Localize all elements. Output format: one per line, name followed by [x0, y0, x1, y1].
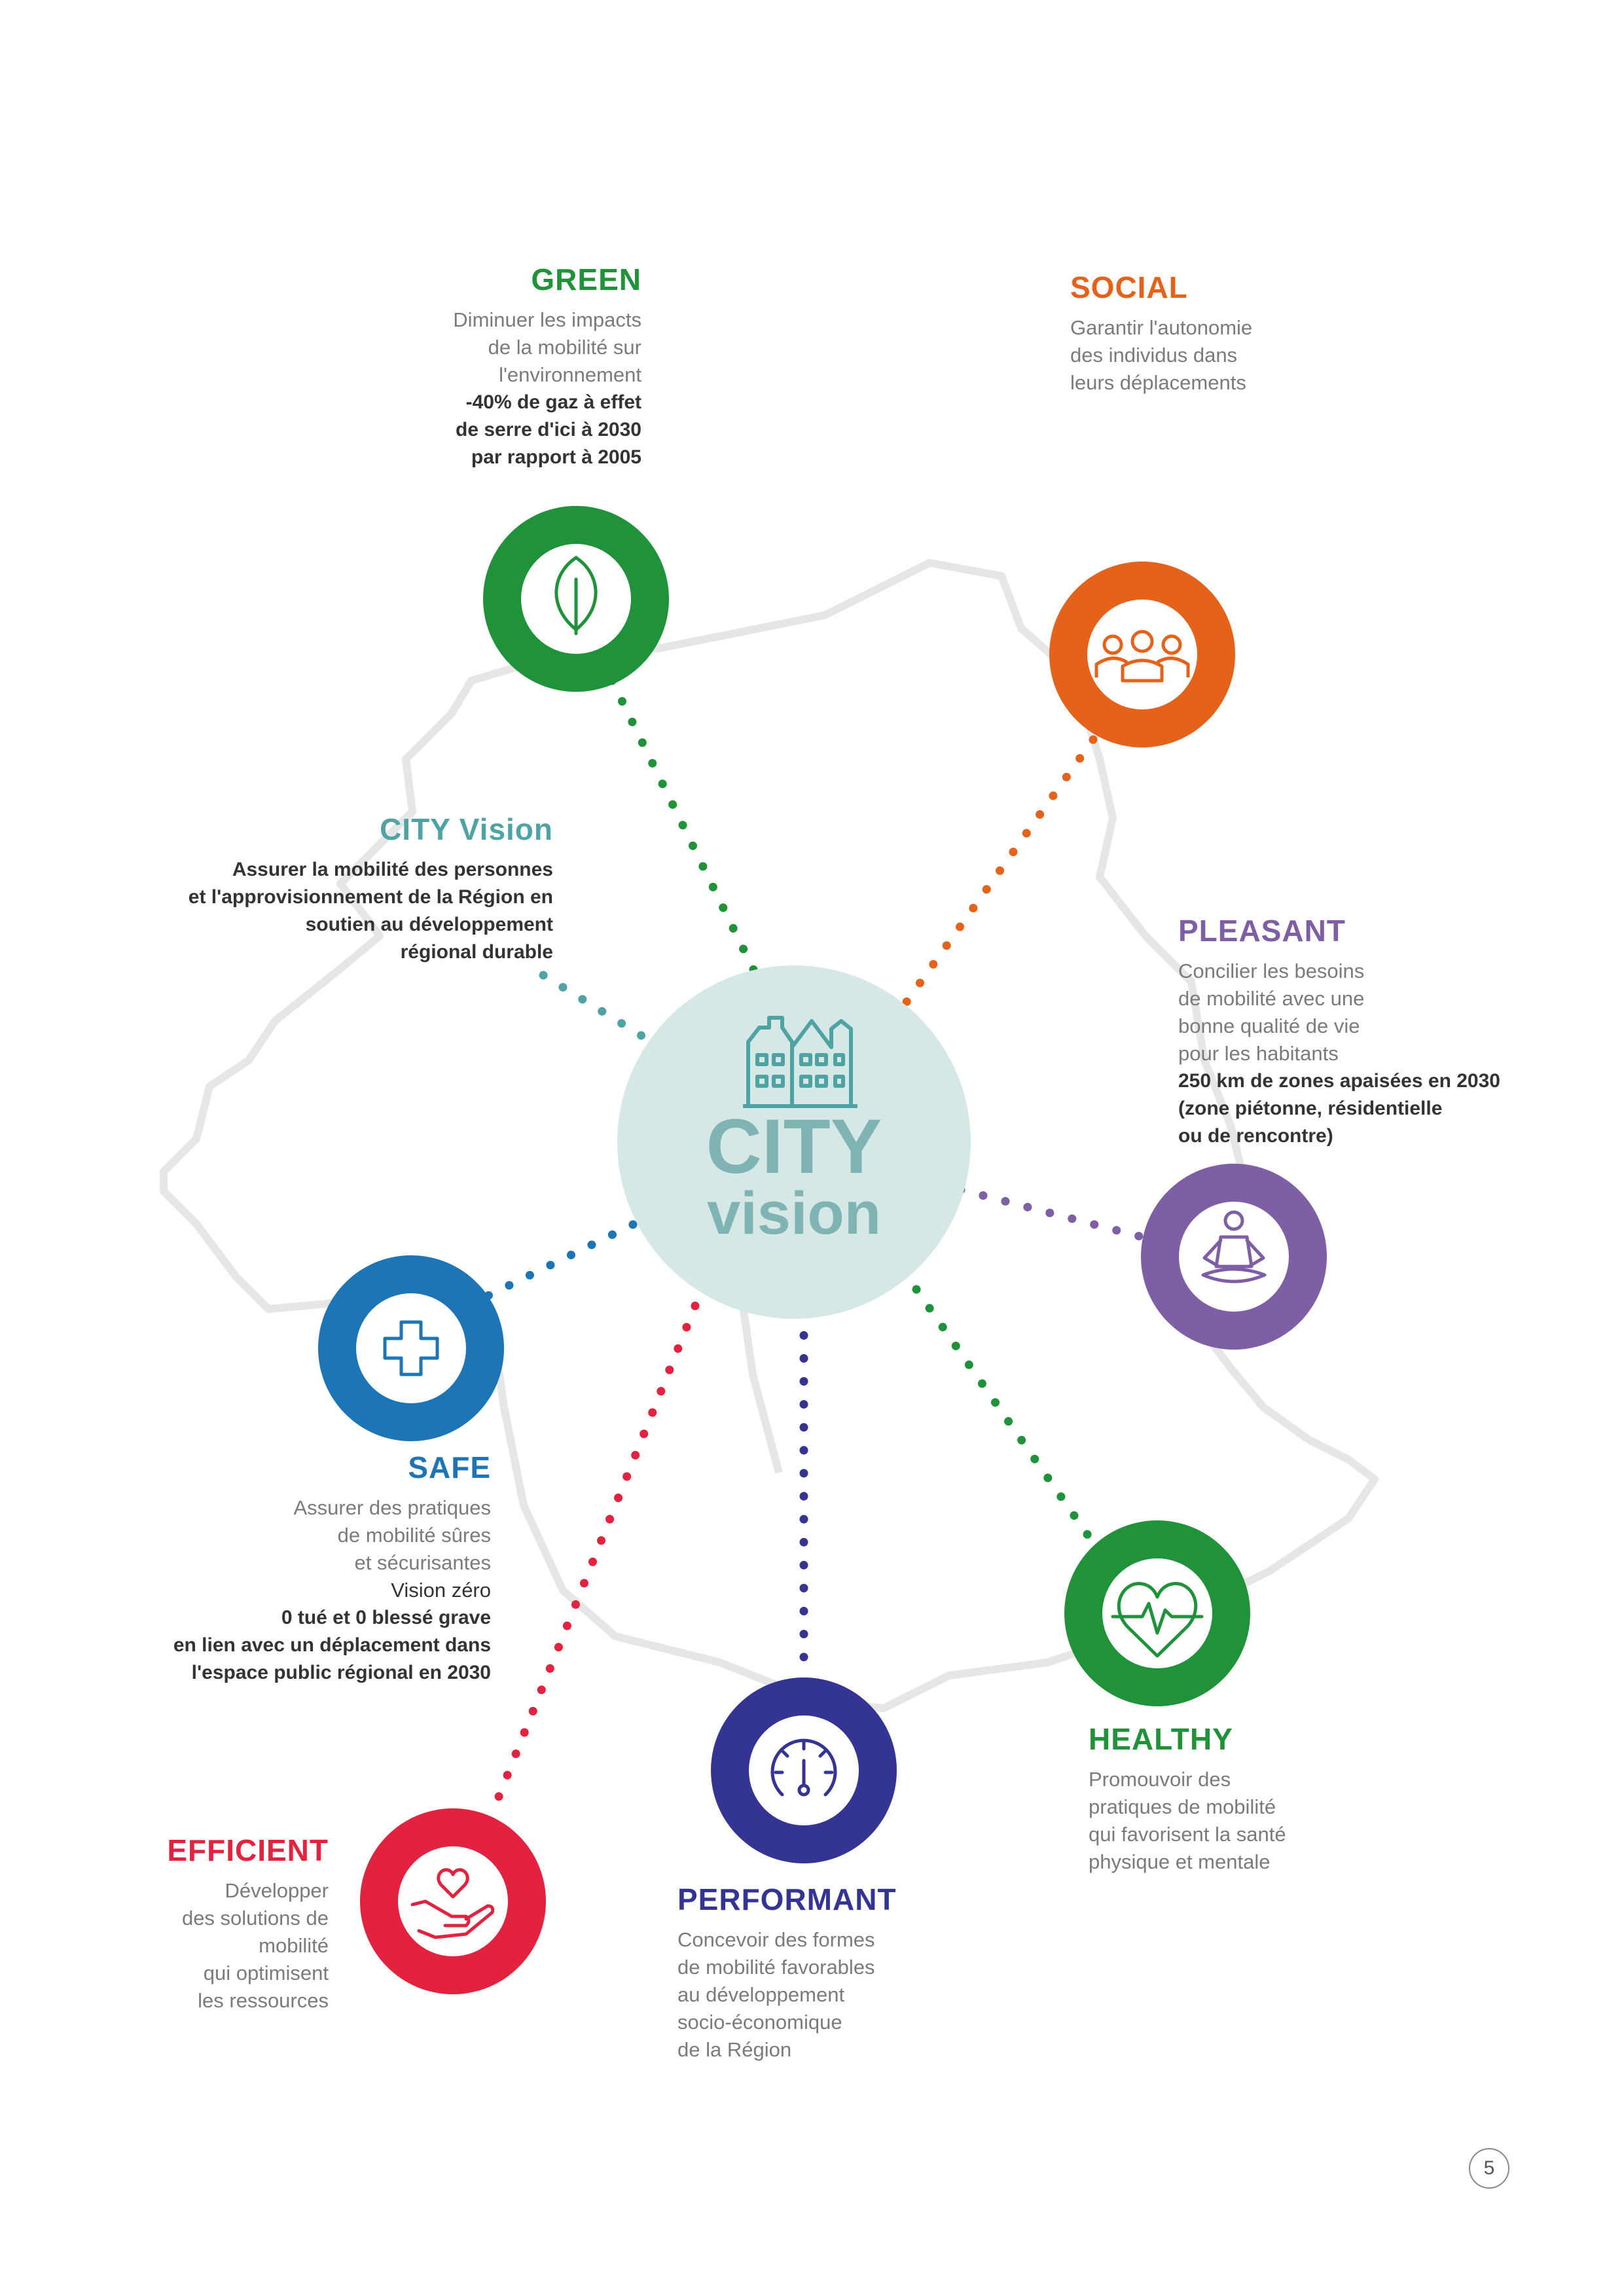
performant-node — [711, 1677, 897, 1863]
pleasant-desc-line: de mobilité avec une — [1178, 987, 1365, 1010]
safe-vision-zero: Vision zéro — [391, 1579, 491, 1602]
performant-title: PERFORMANT — [677, 1882, 897, 1916]
efficient-desc-line: des solutions de — [181, 1907, 329, 1929]
healthy-desc-line: physique et mentale — [1089, 1850, 1271, 1873]
safe-target-line: en lien avec un déplacement dans — [173, 1634, 491, 1656]
city-vision-line: Assurer la mobilité des personnes — [232, 859, 553, 880]
efficient-title: EFFICIENT — [167, 1833, 329, 1867]
social-desc-line: des individus dans — [1070, 344, 1238, 367]
pleasant-desc-line: bonne qualité de vie — [1178, 1014, 1360, 1037]
pleasant-node — [1141, 1164, 1327, 1350]
efficient-desc-line: les ressources — [198, 1989, 329, 2012]
efficient-desc-line: mobilité — [259, 1934, 329, 1957]
performant-desc-line: Concevoir des formes — [677, 1928, 875, 1951]
healthy-desc-line: Promouvoir des — [1089, 1768, 1231, 1791]
healthy-node — [1064, 1520, 1250, 1706]
safe-target-line: 0 tué et 0 blessé grave — [281, 1607, 491, 1628]
city-vision-line: régional durable — [400, 941, 553, 963]
city-vision-title: CITY Vision — [380, 812, 553, 846]
efficient-desc-line: Développer — [225, 1879, 329, 1902]
healthy-block — [1089, 1721, 1383, 1876]
green-target-line: de serre d'ici à 2030 — [456, 419, 641, 440]
green-desc-line: l'environnement — [499, 363, 641, 386]
safe-block — [98, 1450, 491, 1687]
pleasant-target-line: 250 km de zones apaisées en 2030 — [1178, 1070, 1500, 1092]
performant-desc-line: de la Région — [677, 2038, 792, 2061]
pleasant-desc-line: Concilier les besoins — [1178, 960, 1365, 982]
pleasant-target-line: ou de rencontre) — [1178, 1125, 1333, 1147]
hub-title: CITY — [706, 1103, 882, 1190]
healthy-desc-line: pratiques de mobilité — [1089, 1795, 1276, 1818]
performant-block — [677, 1882, 972, 2064]
efficient-node — [360, 1808, 546, 1994]
green-desc-line: de la mobilité sur — [488, 336, 641, 359]
green-target-line: -40% de gaz à effet — [465, 391, 641, 413]
efficient-block — [98, 1833, 329, 2015]
social-desc-line: Garantir l'autonomie — [1070, 316, 1253, 339]
green-title: GREEN — [531, 262, 641, 296]
social-block — [1070, 270, 1365, 397]
performant-desc-line: socio-économique — [677, 2011, 842, 2034]
safe-desc-line: de mobilité sûres — [337, 1524, 491, 1547]
safe-desc-line: et sécurisantes — [354, 1551, 491, 1574]
social-title: SOCIAL — [1070, 270, 1188, 304]
city-vision-line: et l'approvisionnement de la Région en — [188, 886, 553, 908]
pleasant-target-line: (zone piétonne, résidentielle — [1178, 1098, 1443, 1119]
social-node — [1049, 562, 1235, 747]
safe-title: SAFE — [408, 1450, 491, 1484]
connector-efficient — [497, 1263, 712, 1800]
green-node — [483, 506, 669, 692]
green-target-line: par rapport à 2005 — [471, 446, 641, 468]
pleasant-desc-line: pour les habitants — [1178, 1042, 1339, 1065]
hub-subtitle: vision — [707, 1180, 881, 1247]
efficient-desc-line: qui optimisent — [203, 1962, 329, 1984]
safe-node — [318, 1255, 504, 1441]
city-vision-block — [131, 812, 553, 966]
safe-desc-line: Assurer des pratiques — [293, 1496, 491, 1519]
connector-green — [612, 681, 763, 988]
connector-healthy — [916, 1289, 1090, 1538]
page-number: 5 — [1469, 2148, 1509, 2189]
pleasant-block — [1178, 913, 1545, 1150]
city-vision-line: soutien au développement — [305, 914, 553, 935]
city-vision-hub — [617, 965, 971, 1319]
performant-desc-line: de mobilité favorables — [677, 1956, 875, 1979]
social-desc-line: leurs déplacements — [1070, 371, 1246, 394]
green-block — [367, 262, 641, 471]
healthy-desc-line: qui favorisent la santé — [1089, 1823, 1286, 1846]
safe-target-line: l'espace public régional en 2030 — [191, 1662, 491, 1683]
performant-desc-line: au développement — [677, 1983, 845, 2006]
healthy-title: HEALTHY — [1089, 1722, 1233, 1756]
pleasant-title: PLEASANT — [1178, 914, 1346, 948]
green-desc-line: Diminuer les impacts — [453, 308, 641, 331]
